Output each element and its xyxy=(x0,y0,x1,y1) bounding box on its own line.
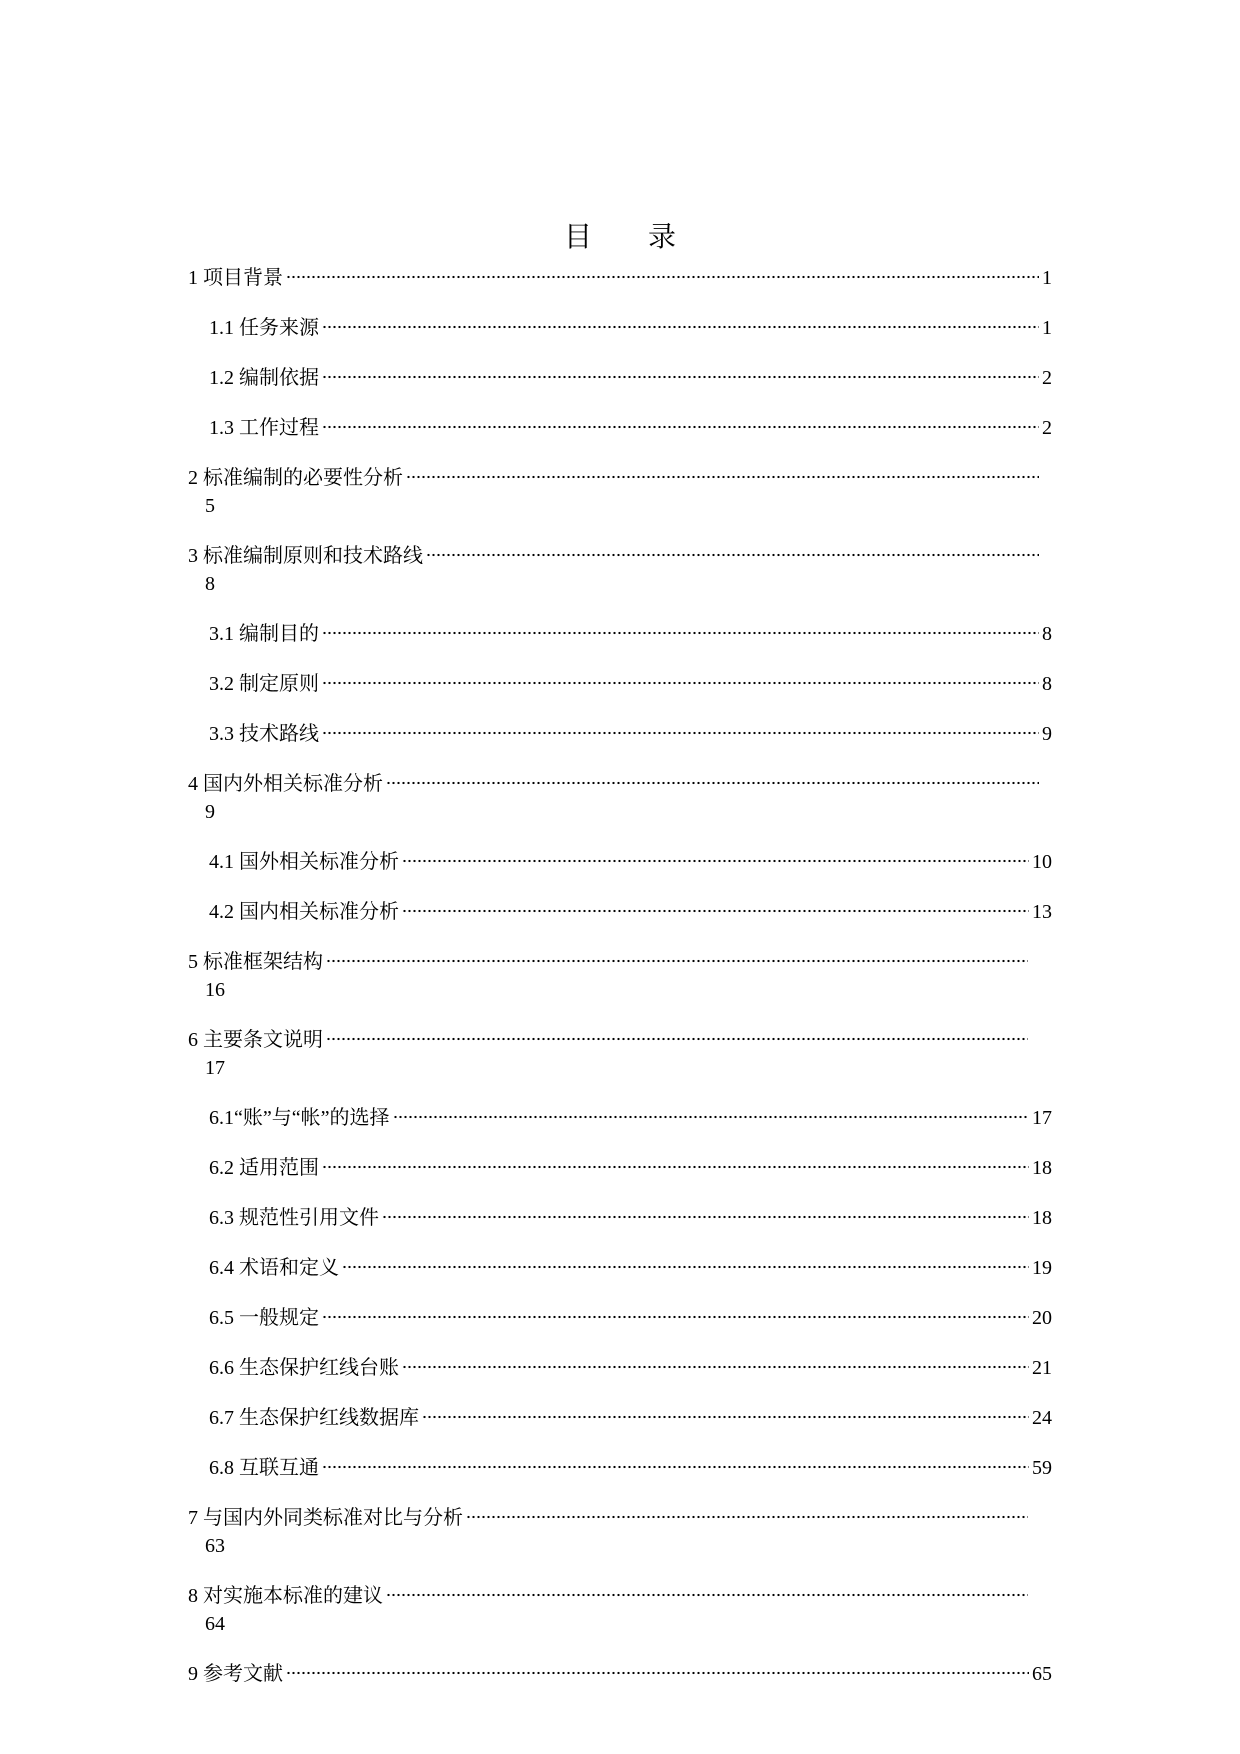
toc-entry-line xyxy=(188,762,1042,798)
toc-entry-page[interactable]: 2 xyxy=(1042,417,1052,439)
toc-entry-label[interactable]: 6 主要条文说明 xyxy=(188,1029,323,1051)
toc-entry-label[interactable]: 1.2 编制依据 xyxy=(209,367,319,389)
dot-leader xyxy=(322,406,1039,434)
toc-entry-page[interactable]: 65 xyxy=(1032,1663,1052,1685)
toc-entry-line xyxy=(188,1346,1052,1382)
dot-leader xyxy=(286,1652,1029,1680)
dot-leader xyxy=(322,662,1039,690)
toc-entry-line xyxy=(188,840,1052,876)
toc-entry-page[interactable]: 8 xyxy=(1042,673,1052,695)
dot-leader xyxy=(386,762,1039,790)
toc-entry-line xyxy=(188,406,1052,442)
toc-entry-label[interactable]: 4 国内外相关标准分析 xyxy=(188,773,383,795)
toc-entry[interactable] xyxy=(188,1296,1052,1332)
toc-entry-line xyxy=(188,1396,1052,1432)
toc-entry-page[interactable]: 16 xyxy=(205,979,225,1001)
dot-leader xyxy=(402,1346,1029,1374)
toc-entry-label[interactable]: 6.2 适用范围 xyxy=(209,1157,319,1179)
table-of-contents xyxy=(188,256,1052,1702)
toc-entry-page[interactable]: 20 xyxy=(1032,1307,1052,1329)
toc-entry[interactable] xyxy=(188,712,1052,748)
toc-entry-page[interactable]: 18 xyxy=(1032,1157,1052,1179)
toc-entry[interactable] xyxy=(188,406,1052,442)
toc-entry-line xyxy=(188,1018,1031,1054)
dot-leader xyxy=(322,712,1039,740)
toc-entry-line xyxy=(188,1196,1052,1232)
dot-leader xyxy=(382,1196,1029,1224)
toc-entry-page[interactable]: 19 xyxy=(1032,1257,1052,1279)
toc-entry-page[interactable]: 1 xyxy=(1042,267,1052,289)
toc-entry[interactable] xyxy=(188,662,1052,698)
toc-entry-label[interactable]: 6.1“账”与“帐”的选择 xyxy=(209,1107,390,1129)
toc-entry-page[interactable]: 9 xyxy=(205,801,215,823)
toc-entry-page-line xyxy=(188,1532,1052,1560)
toc-title: 目 录 xyxy=(563,222,676,253)
dot-leader xyxy=(466,1496,1028,1524)
toc-entry[interactable] xyxy=(188,762,1052,826)
toc-entry-page[interactable]: 10 xyxy=(1032,851,1052,873)
toc-entry-page[interactable]: 17 xyxy=(1032,1107,1052,1129)
toc-entry-page[interactable]: 1 xyxy=(1042,317,1052,339)
toc-entry-label[interactable]: 4.2 国内相关标准分析 xyxy=(209,901,399,923)
dot-leader xyxy=(322,1446,1029,1474)
toc-entry-page[interactable]: 5 xyxy=(205,495,215,517)
toc-entry-label[interactable]: 6.5 一般规定 xyxy=(209,1307,319,1329)
toc-entry[interactable] xyxy=(188,612,1052,648)
toc-entry-label[interactable]: 1.1 任务来源 xyxy=(209,317,319,339)
toc-entry-label[interactable]: 7 与国内外同类标准对比与分析 xyxy=(188,1507,463,1529)
toc-entry-label[interactable]: 2 标准编制的必要性分析 xyxy=(188,467,403,489)
dot-leader xyxy=(422,1396,1029,1424)
dot-leader xyxy=(402,840,1029,868)
toc-entry[interactable] xyxy=(188,840,1052,876)
toc-entry-page-line xyxy=(188,976,1052,1004)
toc-entry-page-line xyxy=(188,570,1052,598)
toc-entry-page[interactable]: 59 xyxy=(1032,1457,1052,1479)
toc-entry[interactable] xyxy=(188,1574,1052,1638)
toc-entry-page[interactable]: 17 xyxy=(205,1057,225,1079)
toc-entry-page[interactable]: 8 xyxy=(205,573,215,595)
toc-entry-line xyxy=(188,1652,1052,1688)
dot-leader xyxy=(322,356,1039,384)
toc-entry-line xyxy=(188,356,1052,392)
toc-entry-line xyxy=(188,256,1052,292)
toc-entry-page[interactable]: 21 xyxy=(1032,1357,1052,1379)
toc-entry-line xyxy=(188,1146,1052,1182)
toc-entry-page[interactable]: 63 xyxy=(205,1535,225,1557)
toc-entry-label[interactable]: 3.2 制定原则 xyxy=(209,673,319,695)
dot-leader xyxy=(322,1146,1029,1174)
toc-entry[interactable] xyxy=(188,1196,1052,1232)
toc-entry-line xyxy=(188,712,1052,748)
toc-entry-line xyxy=(188,890,1052,926)
dot-leader xyxy=(326,940,1028,968)
toc-entry[interactable] xyxy=(188,306,1052,342)
toc-entry-page[interactable]: 24 xyxy=(1032,1407,1052,1429)
toc-entry-page[interactable]: 18 xyxy=(1032,1207,1052,1229)
toc-entry-label[interactable]: 6.7 生态保护红线数据库 xyxy=(209,1407,419,1429)
toc-entry-page[interactable]: 64 xyxy=(205,1613,225,1635)
toc-entry-label[interactable]: 3.3 技术路线 xyxy=(209,723,319,745)
toc-entry-page-line xyxy=(188,492,1052,520)
toc-entry[interactable] xyxy=(188,1146,1052,1182)
toc-entry[interactable] xyxy=(188,940,1052,1004)
toc-entry[interactable] xyxy=(188,1446,1052,1482)
dot-leader xyxy=(402,890,1029,918)
dot-leader xyxy=(386,1574,1028,1602)
toc-entry[interactable] xyxy=(188,534,1052,598)
toc-entry[interactable] xyxy=(188,456,1052,520)
toc-entry[interactable] xyxy=(188,1018,1052,1082)
toc-entry-line xyxy=(188,306,1052,342)
toc-entry-label[interactable]: 6.6 生态保护红线台账 xyxy=(209,1357,399,1379)
toc-entry[interactable] xyxy=(188,1652,1052,1688)
dot-leader xyxy=(326,1018,1028,1046)
toc-entry-page-line xyxy=(188,1054,1052,1082)
toc-entry-label[interactable]: 1.3 工作过程 xyxy=(209,417,319,439)
toc-entry-page[interactable]: 8 xyxy=(1042,623,1052,645)
toc-entry[interactable] xyxy=(188,1346,1052,1382)
toc-entry-label[interactable]: 9 参考文献 xyxy=(188,1663,283,1685)
toc-entry-line xyxy=(188,1574,1031,1610)
toc-entry-line xyxy=(188,1446,1052,1482)
toc-entry-line xyxy=(188,662,1052,698)
toc-entry[interactable] xyxy=(188,356,1052,392)
toc-entry-label[interactable]: 4.1 国外相关标准分析 xyxy=(209,851,399,873)
toc-entry-line xyxy=(188,1246,1052,1282)
dot-leader xyxy=(322,306,1039,334)
toc-entry-line xyxy=(188,1296,1052,1332)
dot-leader xyxy=(322,1296,1029,1324)
toc-entry-page[interactable]: 9 xyxy=(1042,723,1052,745)
toc-entry-label[interactable]: 6.4 术语和定义 xyxy=(209,1257,339,1279)
dot-leader xyxy=(322,612,1039,640)
toc-entry[interactable] xyxy=(188,1496,1052,1560)
toc-entry-label[interactable]: 6.3 规范性引用文件 xyxy=(209,1207,379,1229)
toc-entry-label[interactable]: 3 标准编制原则和技术路线 xyxy=(188,545,423,567)
dot-leader xyxy=(426,534,1039,562)
dot-leader xyxy=(286,256,1039,284)
toc-entry[interactable] xyxy=(188,1396,1052,1432)
toc-entry-line xyxy=(188,534,1042,570)
toc-entry[interactable] xyxy=(188,256,1052,292)
toc-entry-line xyxy=(188,940,1031,976)
toc-entry-line xyxy=(188,1496,1031,1532)
toc-entry[interactable] xyxy=(188,890,1052,926)
toc-entry[interactable] xyxy=(188,1096,1052,1132)
dot-leader xyxy=(406,456,1039,484)
toc-entry-label[interactable]: 3.1 编制目的 xyxy=(209,623,319,645)
toc-entry-label[interactable]: 6.8 互联互通 xyxy=(209,1457,319,1479)
toc-entry-label[interactable]: 5 标准框架结构 xyxy=(188,951,323,973)
toc-entry-line xyxy=(188,1096,1052,1132)
toc-entry-line xyxy=(188,612,1052,648)
toc-entry-page-line xyxy=(188,1610,1052,1638)
toc-entry[interactable] xyxy=(188,1246,1052,1282)
toc-entry-page[interactable]: 2 xyxy=(1042,367,1052,389)
toc-entry-line xyxy=(188,456,1042,492)
toc-entry-page[interactable]: 13 xyxy=(1032,901,1052,923)
dot-leader xyxy=(342,1246,1029,1274)
toc-entry-label[interactable]: 8 对实施本标准的建议 xyxy=(188,1585,383,1607)
toc-entry-label[interactable]: 1 项目背景 xyxy=(188,267,283,289)
toc-entry-page-line xyxy=(188,798,1052,826)
dot-leader xyxy=(393,1096,1029,1124)
